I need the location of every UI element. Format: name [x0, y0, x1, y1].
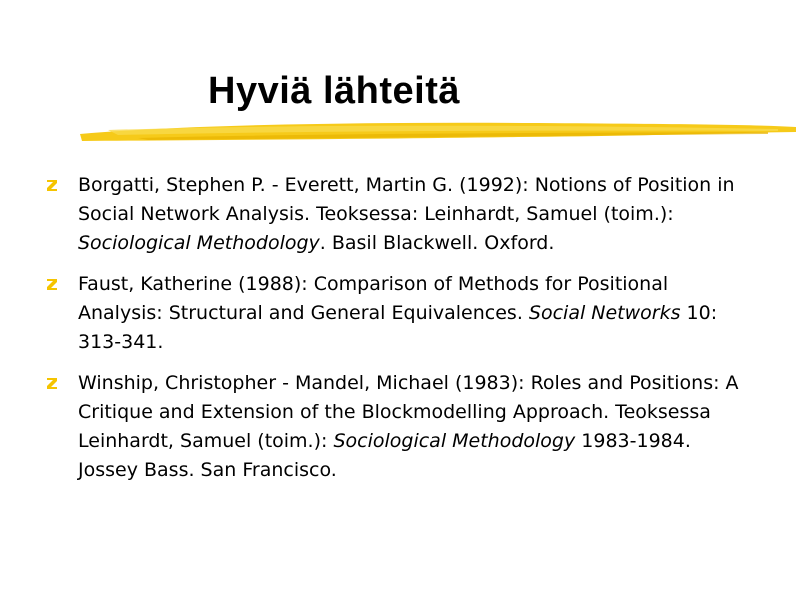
- reference-source-title: Sociological Methodology: [333, 430, 576, 452]
- reference-item: [46, 171, 746, 258]
- z-bullet-icon: [46, 179, 58, 192]
- title-brush-underline: [78, 118, 798, 146]
- reference-text-end: 1983-1984. Jossey Bass. San Francisco.: [78, 430, 691, 481]
- reference-item: [46, 270, 746, 357]
- reference-text-end: 10: 313-341.: [78, 302, 718, 353]
- reference-list: [46, 171, 746, 497]
- z-bullet-icon: [46, 278, 58, 291]
- reference-item: [46, 369, 746, 485]
- reference-source-title: Social Networks: [528, 302, 681, 324]
- z-bullet-icon: [46, 377, 58, 390]
- reference-text: Borgatti, Stephen P. - Everett, Martin G. (1992): Notions of Position in Social Network Analysis. Teoksessa: Leinhardt, Samuel (toim.):: [78, 174, 735, 225]
- reference-text: Winship, Christopher - Mandel, Michael (1983): Roles and Positions: A Critique and Extension of the Blockmodelling Approach. Teoksessa Leinhardt, Samuel (toim.):: [78, 372, 739, 452]
- reference-text: Faust, Katherine (1988): Comparison of Methods for Positional Analysis: Structural and General Equivalences.: [78, 273, 669, 324]
- slide-title: Hyviä lähteitä: [208, 70, 460, 112]
- reference-source-title: Sociological Methodology: [78, 232, 320, 254]
- reference-text-end: . Basil Blackwell. Oxford.: [319, 232, 555, 254]
